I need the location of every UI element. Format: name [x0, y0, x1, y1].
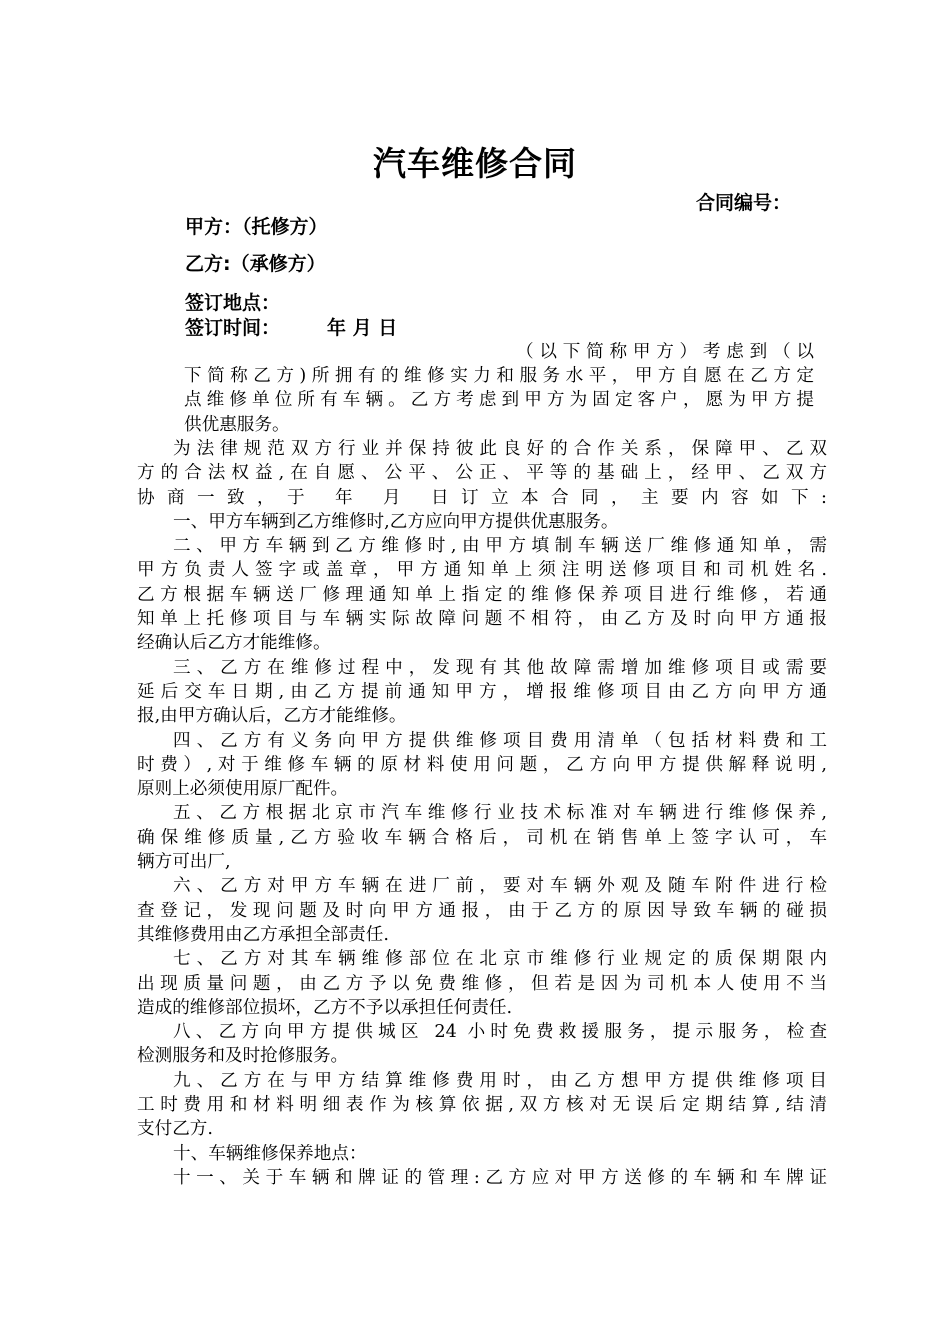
clause-4 — [137, 729, 827, 802]
contract-number-label: 合同编号： — [696, 192, 792, 214]
preamble-line: 下简称乙方)所拥有的维修实力和服务水平，甲方自愿在乙方定 — [184, 366, 814, 386]
clause-2 — [137, 534, 827, 655]
clause-7 — [137, 947, 827, 1020]
paragraph-line: 造成的维修部位损坏，乙方不予以承担任何责任. — [137, 997, 513, 1018]
clause-11 — [137, 1166, 827, 1190]
paragraph-line: 十一、关于车辆和牌证的管理:乙方应对甲方送修的车辆和车牌证 — [173, 1167, 827, 1188]
paragraph-line: 工时费用和材料明细表作为核算依据,双方核对无误后定期结算,结清 — [137, 1095, 827, 1116]
clause-10 — [137, 1142, 827, 1166]
paragraph-line: 四、乙方有义务向甲方提供维修项目费用清单（包括材料费和工 — [173, 730, 827, 751]
paragraph-line: 知单上托修项目与车辆实际故障问题不相符，由乙方及时向甲方通报 — [137, 609, 827, 630]
sign-place-label: 签订地点： — [185, 292, 281, 314]
paragraph-line: 辆方可出厂, — [137, 852, 231, 873]
paragraph-line: 出现质量问题，由乙方予以免费维修，但若是因为司机本人使用不当 — [137, 973, 827, 994]
paragraph-line: 支付乙方. — [137, 1119, 213, 1140]
party-a-label: 甲方：（托修方） — [185, 216, 328, 238]
paragraph-line: 原则上必须使用原厂配件。 — [137, 779, 349, 800]
paragraph-line: 延后交车日期,由乙方提前通知甲方，增报维修项目由乙方向甲方通 — [137, 681, 827, 702]
paragraph-line: 一、甲方车辆到乙方维修时,乙方应向甲方提供优惠服务。 — [173, 511, 619, 532]
paragraph-line: 协商一致，于 年 月 日订立本合同，主要内容如下: — [137, 487, 827, 508]
contract-body — [137, 437, 827, 1190]
paragraph-line: 九、乙方在与甲方结算维修费用时，由乙方想甲方提供维修项目 — [173, 1070, 827, 1091]
paragraph-line: 十、车辆维修保养地点： — [173, 1143, 367, 1164]
paragraph-line: 其维修费用由乙方承担全部责任. — [137, 924, 389, 945]
preamble-paragraph — [184, 364, 814, 437]
sign-time-value: 年 月 日 — [327, 317, 398, 339]
paragraph-line: 五、乙方根据北京市汽车维修行业技术标准对车辆进行维修保养, — [173, 803, 827, 824]
paragraph-line: 报,由甲方确认后，乙方才能维修。 — [137, 706, 407, 727]
paragraph-line: 二、甲方车辆到乙方维修时,由甲方填制车辆送厂维修通知单，需 — [173, 536, 827, 557]
party-b-label: 乙方:（承修方） — [185, 253, 326, 275]
clause-3 — [137, 656, 827, 729]
clause-1 — [137, 510, 827, 534]
paragraph-line: 三、乙方在维修过程中，发现有其他故障需增加维修项目或需要 — [173, 657, 827, 678]
clause-5 — [137, 801, 827, 874]
paragraph-line: 查登记，发现问题及时向甲方通报，由于乙方的原因导致车辆的碰损 — [137, 900, 827, 921]
paragraph-line: 六、乙方对甲方车辆在进厂前，要对车辆外观及随车附件进行检 — [173, 876, 827, 897]
sign-time-label: 签订时间： — [185, 317, 281, 339]
paragraph-line: 乙方根据车辆送厂修理通知单上指定的维修保养项目进行维修，若通 — [137, 584, 827, 605]
clause-8 — [137, 1020, 827, 1069]
preamble-line: （以下简称甲方）考虑到（以 — [516, 342, 814, 362]
paragraph-line: 确保维修质量,乙方验收车辆合格后，司机在销售单上签字认可，车 — [137, 827, 827, 848]
preamble-line: 点维修单位所有车辆。乙方考虑到甲方为固定客户，愿为甲方提 — [184, 390, 814, 411]
clause-9 — [137, 1069, 827, 1142]
paragraph-line: 八、乙方向甲方提供城区 24 小时免费救援服务，提示服务，检查 — [173, 1022, 827, 1043]
paragraph-line: 方的合法权益,在自愿、公平、公正、平等的基础上，经甲、乙双方 — [137, 463, 827, 484]
paragraph-line: 经确认后乙方才能维修。 — [137, 633, 331, 654]
preamble-line: 供优惠服务。 — [184, 414, 290, 435]
paragraph-line: 甲方负责人签字或盖章，甲方通知单上须注明送修项目和司机姓名. — [137, 560, 827, 581]
paragraph-line: 检测服务和及时抢修服务。 — [137, 1046, 349, 1067]
paragraph-line: 为法律规范双方行业并保持彼此良好的合作关系，保障甲、乙双 — [173, 439, 827, 459]
paragraph-line: 时费）,对于维修车辆的原材料使用问题，乙方向甲方提供解释说明, — [137, 754, 827, 775]
clause-6 — [137, 874, 827, 947]
intro-paragraph — [137, 437, 827, 510]
document-title: 汽车维修合同 — [373, 144, 577, 183]
paragraph-line: 七、乙方对其车辆维修部位在北京市维修行业规定的质保期限内 — [173, 949, 827, 970]
